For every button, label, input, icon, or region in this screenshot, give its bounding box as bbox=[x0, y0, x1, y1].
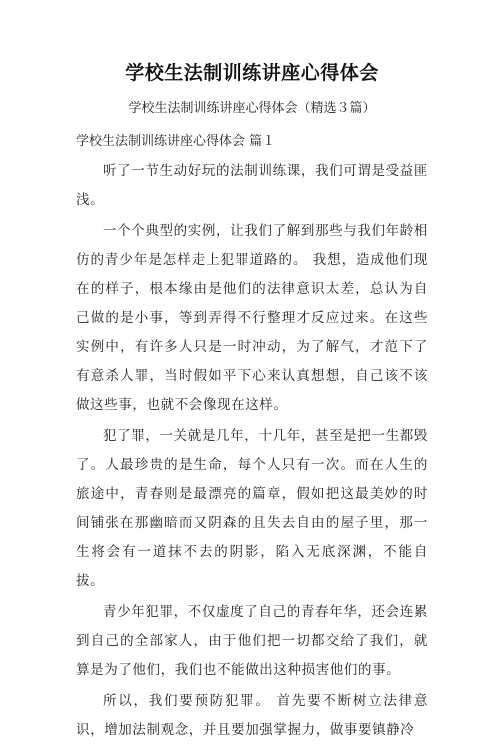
document-subtitle: 学校生法制训练讲座心得体会（精选３篇） bbox=[128, 101, 376, 116]
document-title: 学校生法制训练讲座心得体会 bbox=[125, 62, 379, 84]
paragraph-2: 一个个典型的实例，让我们了解到那些与我们年龄相仿的青少年是怎样走上犯罪道路的。 我想，造成他们现在的样子，根本缘由是他们的法律意识太差，总认为自己做的是小事，等到弄得不行整理才反应过来。在这些实例中，有许多人只是一时冲动，为了解气，才范下了有意杀人罪，当时假如平下心来认真想想，自己该不该做这些事，也就不会像现在这样。 bbox=[76, 223, 428, 413]
paragraph-5: 所以，我们要预防犯罪。 首先要不断树立法律意识，增加法制观念，并且要加强掌握力，做事要镇静冷 bbox=[76, 693, 428, 738]
section-heading: 学校生法制训练讲座心得体会 篇１ bbox=[76, 134, 276, 149]
paragraph-4: 青少年犯罪，不仅虚度了自己的青春年华，还会连累到自己的全部家人，由于他们把一切都交给了我们，就算是为了他们，我们也不能做出这种损害他们的事。 bbox=[76, 604, 428, 678]
paragraph-3: 犯了罪，一关就是几年，十几年，甚至是把一生都毁了。人最珍贵的是生命，每个人只有一次。而在人生的旅途中，青春则是最漂亮的篇章，假如把这最美妙的时间铺张在那幽暗而又阴森的且失去自由的屋子里，那一生将会有一道抹不去的阴影，陷入无底深渊，不能自拔。 bbox=[76, 428, 428, 589]
paragraph-1: 听了一节生动好玩的法制训练课，我们可谓是受益匪浅。 bbox=[76, 163, 428, 208]
